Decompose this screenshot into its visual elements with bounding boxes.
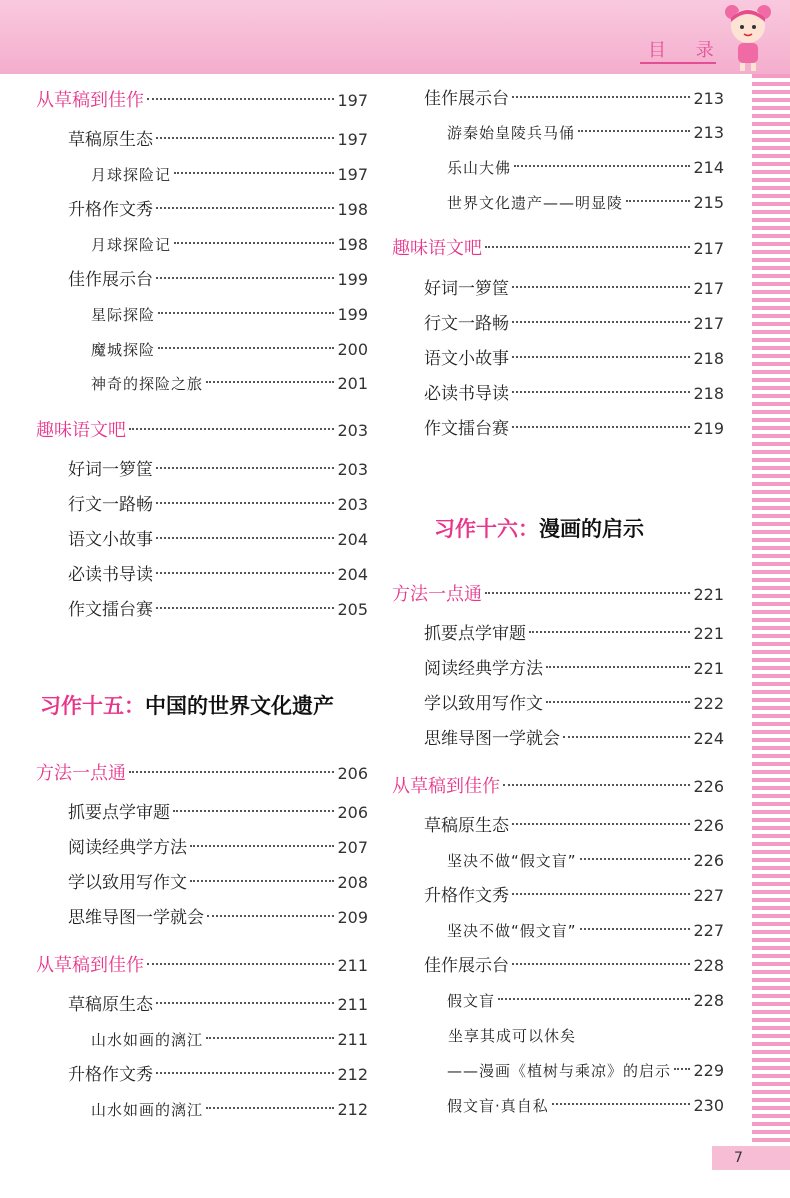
toc-entry[interactable]: [424, 691, 724, 717]
toc-page-number: 212: [337, 1100, 368, 1119]
toc-entry[interactable]: [68, 457, 368, 483]
toc-entry-title: 月球探险记: [91, 166, 172, 184]
toc-entry[interactable]: [36, 953, 368, 979]
dot-leader: [206, 1107, 334, 1109]
toc-entry[interactable]: [91, 1097, 368, 1123]
toc-entry-title: 草稿原生态: [68, 130, 153, 150]
toc-entry[interactable]: [424, 346, 724, 372]
toc-entry-title: 阅读经典学方法: [68, 838, 187, 858]
dot-leader: [578, 130, 690, 132]
dot-leader: [190, 880, 334, 882]
dot-leader: [512, 963, 690, 965]
toc-page-number: 227: [693, 921, 724, 940]
toc-entry-title: 必读书导读: [424, 384, 509, 404]
unit-heading-16-prefix: 习作十六：: [434, 517, 539, 541]
dot-leader: [503, 784, 690, 786]
toc-entry-title: 坚决不做“假文盲”: [447, 922, 577, 940]
toc-section-title: 方法一点通: [36, 763, 126, 784]
toc-entry[interactable]: [68, 800, 368, 826]
toc-title: 目 录: [648, 40, 726, 61]
dot-leader: [173, 810, 334, 812]
toc-entry[interactable]: [91, 302, 368, 328]
unit-heading-16: [434, 513, 644, 543]
right-stripe-decoration: [752, 74, 790, 1144]
toc-page-number: 228: [693, 956, 724, 975]
toc-section-title: 从草稿到佳作: [36, 90, 144, 111]
dot-leader: [512, 286, 690, 288]
toc-page-number: 197: [337, 130, 368, 149]
toc-page-number: 207: [337, 838, 368, 857]
toc-entry-title: 月球探险记: [91, 236, 172, 254]
dot-leader: [129, 771, 334, 773]
toc-entry[interactable]: [392, 774, 724, 800]
toc-entry[interactable]: [447, 918, 724, 944]
toc-entry-title: 阅读经典学方法: [424, 659, 543, 679]
toc-entry[interactable]: [424, 883, 724, 909]
toc-entry[interactable]: [424, 656, 724, 682]
toc-entry-title: 思维导图一学就会: [424, 729, 560, 749]
toc-page-number: 203: [337, 421, 368, 440]
toc-entry[interactable]: [424, 276, 724, 302]
dot-leader: [156, 277, 334, 279]
dot-leader: [485, 246, 690, 248]
dot-leader: [512, 823, 690, 825]
toc-page-number: 204: [337, 565, 368, 584]
toc-entry[interactable]: [424, 416, 724, 442]
toc-page-number: 206: [337, 803, 368, 822]
toc-page-number: 217: [693, 314, 724, 333]
toc-entry[interactable]: [68, 562, 368, 588]
toc-page-number: 226: [693, 816, 724, 835]
toc-entry[interactable]: [68, 267, 368, 293]
toc-entry-title: 语文小故事: [424, 349, 509, 369]
dot-leader: [156, 467, 334, 469]
toc-entry[interactable]: [424, 726, 724, 752]
toc-page-number: 206: [337, 764, 368, 783]
cartoon-girl-icon: [718, 2, 778, 72]
dot-leader: [512, 391, 690, 393]
toc-page-number: 198: [337, 200, 368, 219]
toc-page-number: 218: [693, 384, 724, 403]
toc-entry-title: 语文小故事: [68, 530, 153, 550]
toc-page-number: 213: [693, 123, 724, 142]
toc-page-number: 204: [337, 530, 368, 549]
toc-entry[interactable]: [36, 761, 368, 787]
dot-leader: [512, 96, 690, 98]
toc-entry[interactable]: [91, 1027, 368, 1053]
toc-section-title: 趣味语文吧: [36, 420, 126, 441]
dot-leader: [563, 736, 690, 738]
dot-leader: [552, 1103, 691, 1105]
toc-entry[interactable]: [68, 197, 368, 223]
toc-page-number: 219: [693, 419, 724, 438]
toc-entry[interactable]: [447, 190, 724, 216]
toc-entry[interactable]: [424, 813, 724, 839]
toc-entry[interactable]: [68, 597, 368, 623]
dot-leader: [206, 1037, 334, 1039]
dot-leader: [190, 845, 334, 847]
toc-entry-title: 坚决不做“假文盲”: [447, 852, 577, 870]
toc-entry[interactable]: [392, 236, 724, 262]
toc-page-number: 209: [337, 908, 368, 927]
dot-leader: [156, 1072, 334, 1074]
toc-page-number: 203: [337, 460, 368, 479]
dot-leader: [512, 893, 690, 895]
toc-entry[interactable]: [447, 155, 724, 181]
toc-entry[interactable]: [392, 582, 724, 608]
dot-leader: [512, 356, 690, 358]
dot-leader: [512, 321, 690, 323]
toc-entry[interactable]: [68, 905, 368, 931]
toc-page-number: 213: [693, 89, 724, 108]
toc-entry[interactable]: [91, 162, 368, 188]
toc-page-number: 203: [337, 495, 368, 514]
toc-entry-title: 学以致用写作文: [68, 873, 187, 893]
toc-entry[interactable]: [424, 381, 724, 407]
toc-page-number: 224: [693, 729, 724, 748]
toc-entry[interactable]: [36, 418, 368, 444]
toc-section-title: 方法一点通: [392, 584, 482, 605]
page-number: 7: [712, 1146, 790, 1170]
dot-leader: [207, 915, 334, 917]
toc-page-number: 222: [693, 694, 724, 713]
toc-entry-title: 游秦始皇陵兵马俑: [447, 124, 576, 142]
toc-entry-title: 佳作展示台: [424, 89, 509, 109]
toc-entry[interactable]: [68, 492, 368, 518]
toc-section-title: 从草稿到佳作: [36, 955, 144, 976]
toc-entry-title: 抓要点学审题: [424, 624, 526, 644]
dot-leader: [147, 963, 334, 965]
toc-page-number: 228: [693, 991, 724, 1010]
toc-page-number: 227: [693, 886, 724, 905]
toc-entry-title: 草稿原生态: [68, 995, 153, 1015]
toc-page-number: 217: [693, 239, 724, 258]
dot-leader: [546, 701, 690, 703]
footer: [0, 1144, 790, 1198]
dot-leader: [580, 858, 691, 860]
toc-page-number: 229: [693, 1061, 724, 1080]
toc-page-number: 217: [693, 279, 724, 298]
toc-entry-title: 行文一路畅: [424, 314, 509, 334]
dot-leader: [512, 426, 690, 428]
toc-entry-title: 行文一路畅: [68, 495, 153, 515]
toc-entry-title: ——漫画《植树与乘凉》的启示: [447, 1062, 672, 1080]
toc-page-number: 218: [693, 349, 724, 368]
toc-entry-title: 好词一箩筐: [68, 460, 153, 480]
dot-leader: [158, 347, 334, 349]
toc-page-number: 205: [337, 600, 368, 619]
toc-entry[interactable]: [447, 120, 724, 146]
toc-entry[interactable]: [68, 1062, 368, 1088]
dot-leader: [156, 207, 334, 209]
dot-leader: [206, 381, 334, 383]
toc-page-number: 215: [693, 193, 724, 212]
toc-title-underline: [640, 62, 716, 64]
unit-heading-15: [40, 690, 334, 720]
dot-leader: [147, 98, 334, 100]
toc-entry-title: 假文盲·真自私: [447, 1097, 549, 1115]
dot-leader: [674, 1068, 690, 1070]
toc-entry-title: 佳作展示台: [68, 270, 153, 290]
dot-leader: [174, 242, 334, 244]
toc-entry[interactable]: [424, 311, 724, 337]
toc-entry-title: 草稿原生态: [424, 816, 509, 836]
dot-leader: [529, 631, 690, 633]
dot-leader: [580, 928, 691, 930]
toc-entry-title: 世界文化遗产——明显陵: [447, 194, 624, 212]
toc-page-number: 199: [337, 270, 368, 289]
dot-leader: [156, 502, 334, 504]
toc-entry-title: 佳作展示台: [424, 956, 509, 976]
dot-leader: [156, 1002, 334, 1004]
toc-entry-title: 好词一箩筐: [424, 279, 509, 299]
toc-entry-title: 作文擂台赛: [68, 600, 153, 620]
toc-page-number: 198: [337, 235, 368, 254]
toc-entry-title: 魔城探险: [91, 341, 156, 359]
toc-entry[interactable]: [68, 870, 368, 896]
dot-leader: [514, 165, 690, 167]
dot-leader: [498, 998, 690, 1000]
dot-leader: [546, 666, 690, 668]
toc-page-number: 221: [693, 659, 724, 678]
unit-heading-16-title: 漫画的启示: [539, 517, 644, 541]
toc-section-title: 趣味语文吧: [392, 238, 482, 259]
toc-entry-title: 假文盲: [447, 992, 496, 1010]
dot-leader: [156, 607, 334, 609]
toc-page-number: 211: [337, 956, 368, 975]
toc-page-number: 200: [337, 340, 368, 359]
toc-entry[interactable]: [424, 86, 724, 112]
toc-entry[interactable]: [68, 127, 368, 153]
toc-entry-title: 升格作文秀: [424, 886, 509, 906]
toc-entry[interactable]: [447, 988, 724, 1014]
dot-leader: [129, 428, 334, 430]
toc-page-number: 226: [693, 777, 724, 796]
toc-page-number: 230: [693, 1096, 724, 1115]
toc-entry-title: 山水如画的漓江: [91, 1101, 204, 1119]
toc-page-number: 221: [693, 624, 724, 643]
toc-entry[interactable]: [68, 527, 368, 553]
toc-page-number: 226: [693, 851, 724, 870]
toc-entry-title: 升格作文秀: [68, 200, 153, 220]
toc-page-number: 212: [337, 1065, 368, 1084]
toc-page-number: 199: [337, 305, 368, 324]
dot-leader: [174, 172, 334, 174]
toc-entry-title: 乐山大佛: [447, 159, 512, 177]
toc-entry[interactable]: [36, 88, 368, 114]
toc-entry[interactable]: [424, 953, 724, 979]
toc-section-title: 从草稿到佳作: [392, 776, 500, 797]
dot-leader: [158, 312, 334, 314]
toc-entry-title: 神奇的探险之旅: [91, 375, 204, 393]
dot-leader: [156, 137, 334, 139]
toc-entry[interactable]: [447, 1058, 724, 1084]
toc-page-number: 211: [337, 1030, 368, 1049]
toc-entry[interactable]: [424, 621, 724, 647]
toc-entry-title: 抓要点学审题: [68, 803, 170, 823]
toc-entry[interactable]: [447, 1093, 724, 1119]
toc-entry-title: 思维导图一学就会: [68, 908, 204, 928]
toc-entry[interactable]: [68, 835, 368, 861]
toc-entry-title: 学以致用写作文: [424, 694, 543, 714]
dot-leader: [156, 537, 334, 539]
toc-entry[interactable]: [68, 992, 368, 1018]
toc-page-number: 201: [337, 374, 368, 393]
toc-entry-title: 升格作文秀: [68, 1065, 153, 1085]
dot-leader: [626, 200, 690, 202]
toc-page-number: 208: [337, 873, 368, 892]
toc-page-number: 211: [337, 995, 368, 1014]
toc-entry-title: 必读书导读: [68, 565, 153, 585]
toc-page-number: 214: [693, 158, 724, 177]
toc-entry-title: 山水如画的漓江: [91, 1031, 204, 1049]
toc-entry-title: 星际探险: [91, 306, 156, 324]
toc-page-number: 197: [337, 165, 368, 184]
toc-entry-title: 作文擂台赛: [424, 419, 509, 439]
dot-leader: [485, 592, 690, 594]
toc-entry[interactable]: [91, 371, 368, 397]
toc-entry-note: 坐享其成可以休矣: [448, 1027, 577, 1045]
toc-entry[interactable]: [91, 337, 368, 363]
toc-page-number: 221: [693, 585, 724, 604]
unit-heading-15-prefix: 习作十五：: [40, 694, 145, 718]
toc-entry[interactable]: [91, 232, 368, 258]
unit-heading-15-title: 中国的世界文化遗产: [145, 694, 334, 718]
toc-page-number: 197: [337, 91, 368, 110]
dot-leader: [156, 572, 334, 574]
toc-entry[interactable]: [447, 848, 724, 874]
